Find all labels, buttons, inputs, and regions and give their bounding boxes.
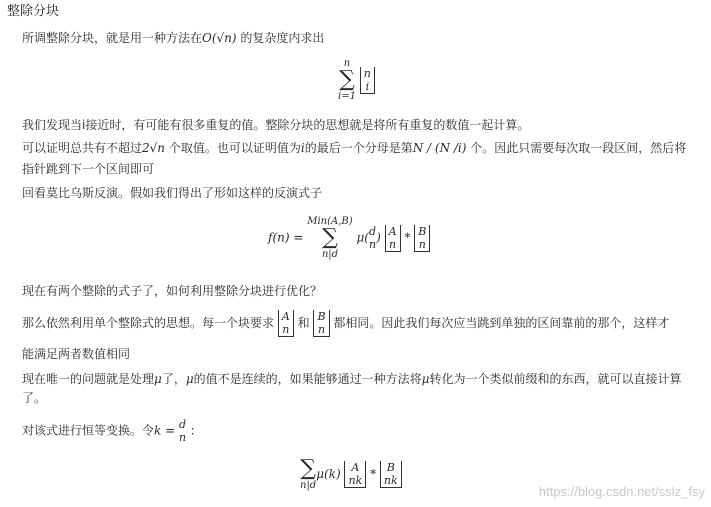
mu-text-1: 现在唯一的问题就是处理: [22, 372, 155, 386]
block-text-1: 那么依然利用单个整除式的思想。每一个块要求: [22, 316, 275, 330]
block-text-2: 都相同。因此我们每次应当跳到单独的区间靠前的那个，这样才: [333, 316, 670, 330]
fraction-k-num: d: [179, 418, 187, 431]
mu-close: ): [376, 230, 381, 245]
paragraph-repeated-values: 我们发现当i接近时，有可能有很多重复的值。整除分块的思想就是将所有重复的数值一起计算。: [22, 118, 530, 132]
proof-text-3: 的最后一个分母是第: [304, 141, 413, 155]
sum3-lower-limit: n|d: [300, 480, 317, 491]
fraction2-numerator: d: [369, 225, 377, 238]
fraction-B-over-nk: [384, 461, 398, 487]
times-symbol: *: [404, 230, 411, 245]
section-heading: 整除分块: [7, 4, 60, 19]
sum2-upper-limit: Min(A,B): [307, 216, 353, 227]
fraction-B: B: [418, 224, 427, 238]
paragraph-mobius: 回看莫比乌斯反演。假如我们得出了形如这样的反演式子: [22, 186, 323, 200]
fraction-denominator: i: [365, 79, 370, 93]
sum-operator: [338, 58, 356, 102]
mu-open: μ(: [356, 230, 369, 245]
paragraph-proof-line1: [22, 139, 686, 157]
lhs-fn: f(n) =: [268, 230, 304, 245]
proof-math-1: 2√n: [142, 141, 166, 155]
inline-A-den: n: [282, 323, 290, 336]
fraction3-B: B: [386, 461, 395, 474]
sum2-lower-limit: n|d: [321, 249, 339, 260]
fraction-B-den: n: [418, 237, 426, 251]
fraction-A-over-n: [389, 225, 397, 251]
paragraph-mu-line2: 了。: [22, 391, 47, 405]
sigma-symbol: ∑: [339, 67, 355, 92]
mu-text-3: 的值不是连续的，如果能够通过一种方法将: [193, 372, 422, 386]
fraction3-A: A: [351, 461, 360, 474]
fraction-A-n-inline: [282, 310, 290, 336]
floor-A-n-inline: [278, 310, 294, 337]
sigma-symbol-2: ∑: [322, 225, 338, 250]
fraction-k: [179, 418, 186, 444]
fraction3-A-den: nk: [348, 474, 363, 487]
inline-B-den: n: [317, 323, 326, 336]
sum-lower-limit: i=1: [338, 91, 356, 102]
paragraph-transform: [22, 418, 202, 444]
intro-text: 所调整除分块，就是用一种方法在: [22, 31, 203, 45]
times-symbol-3: *: [370, 467, 377, 481]
floor-bracket: [360, 67, 375, 94]
proof-text-1: 可以证明总共有不超过: [22, 141, 143, 155]
block-and: 和: [297, 316, 310, 330]
paragraph-two-divisions: 现在有两个整除的式子了，如何利用整除分块进行优化？: [22, 284, 323, 298]
fraction-A: A: [388, 224, 397, 238]
mu-symbol-1: μ: [154, 372, 162, 386]
inline-B: B: [317, 310, 326, 323]
sum-operator-3: [300, 458, 316, 491]
paragraph-mu-line1: [22, 370, 682, 388]
fraction-n-over-i: [364, 67, 371, 93]
fraction-B-over-n: [418, 225, 426, 251]
k-equals: k =: [154, 423, 176, 438]
fraction-A-over-nk: [348, 461, 362, 487]
sum-operator-2: [307, 216, 352, 260]
equation-sum-floor: [338, 58, 375, 102]
sigma-symbol-3: ∑: [300, 456, 316, 481]
sum-upper-limit: n: [343, 58, 351, 69]
mu-symbol-3: μ: [421, 372, 430, 386]
proof-math-2: i: [300, 141, 305, 155]
floor-B-over-n: [414, 225, 430, 252]
proof-text-4: 个。因此只需要每次取一段区间，然后将: [466, 141, 687, 155]
transform-colon: ：: [189, 423, 202, 438]
fraction-B-n-inline: [317, 310, 325, 336]
watermark: https://blog.csdn.net/sslz_fsy: [538, 484, 705, 499]
floor-A-over-n: [385, 225, 401, 252]
floor-A-over-nk: [344, 461, 366, 488]
mu-k: μ(k): [316, 467, 341, 481]
paragraph-intro: [22, 29, 324, 47]
transform-text-1: 对该式进行恒等变换。令: [22, 423, 155, 438]
mu-text-2: 了，: [161, 372, 186, 386]
fraction-numerator: n: [363, 66, 371, 80]
complexity-math: O(√n): [202, 31, 237, 45]
paragraph-proof-line2: 指针跳到下一个区间即可: [22, 162, 155, 176]
mu-symbol-2: μ: [185, 372, 194, 386]
fraction-k-den: n: [178, 431, 187, 444]
floor-B-n-inline: [313, 310, 329, 337]
fraction2-denominator: n: [368, 238, 377, 251]
equation-mobius-sum: [268, 216, 430, 260]
fraction-A-den: n: [389, 237, 397, 251]
mu-text-4: 转化为一个类似前缀和的东西，就可以直接计算: [429, 372, 682, 386]
intro-text-end: 的复杂度内求出: [236, 31, 325, 45]
equation-transformed-sum: [300, 458, 402, 491]
fraction3-B-den: nk: [383, 474, 398, 487]
paragraph-block-line1: [22, 310, 669, 337]
paragraph-block-line2: 能满足两者数值相同: [22, 347, 131, 361]
floor-B-over-nk: [380, 461, 402, 488]
proof-text-2: 个取值。也可以证明值为: [165, 141, 301, 155]
proof-math-3: N / (N /i): [412, 141, 467, 155]
fraction-d-over-n: [369, 225, 376, 251]
inline-A: A: [281, 310, 290, 323]
